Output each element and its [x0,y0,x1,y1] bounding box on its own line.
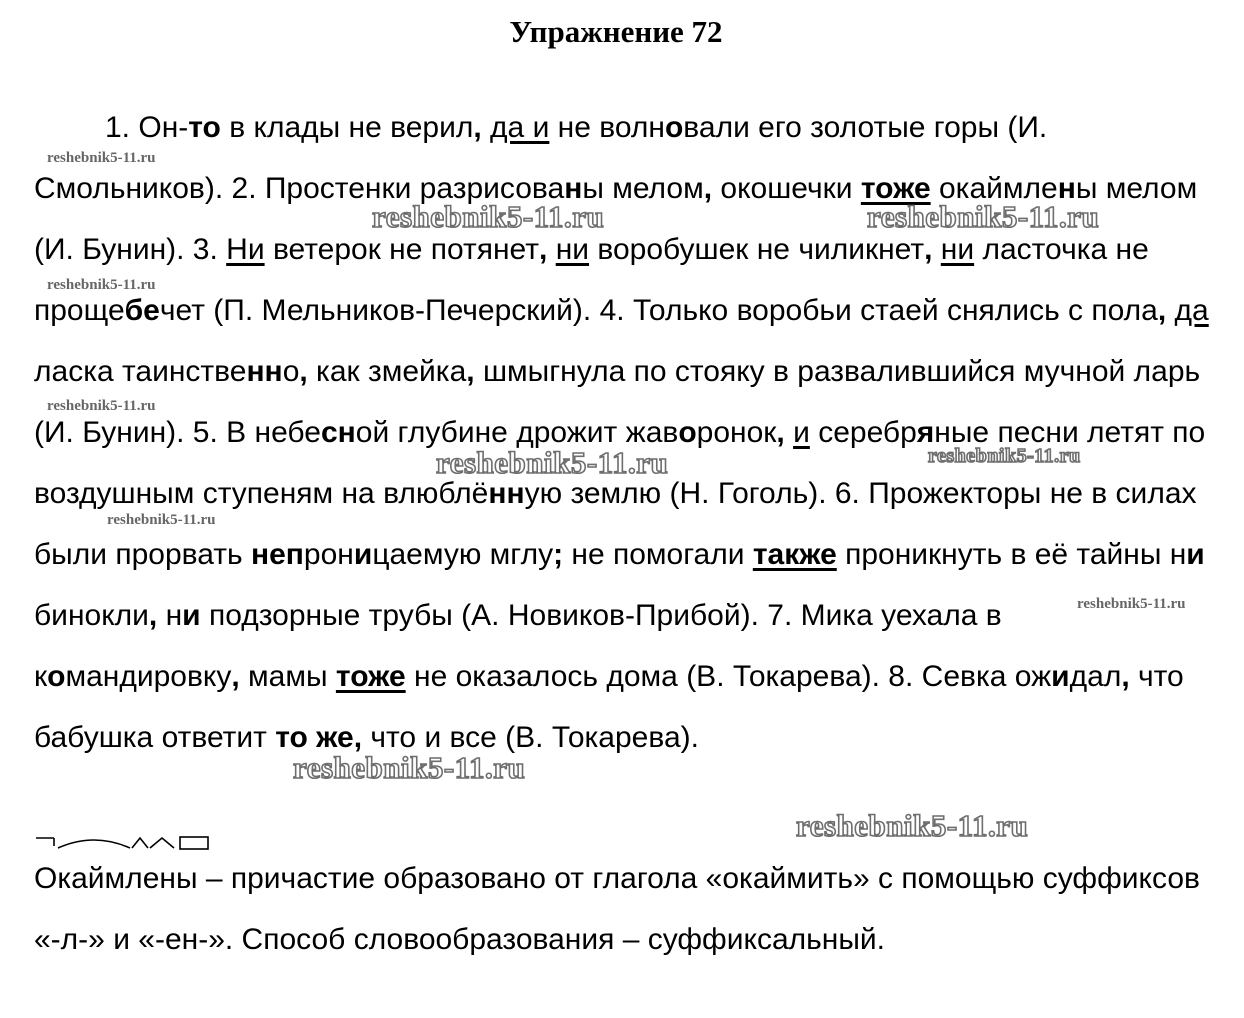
text-run: шмыгнула по стояку в развалившийся мучной ларь (И. Бунин). 5. В небе [34,355,1201,449]
bold-comma: , [1121,660,1130,693]
watermark-logo: reshebnik5-11.ru [293,750,526,785]
text-run [482,111,490,144]
underlined-conjunction: и [793,416,810,449]
text-run: н [157,599,183,632]
watermark-logo: reshebnik5-11.ru [796,808,1029,843]
underlined-conjunction: да [1174,294,1209,327]
text-run: окошечки [712,172,861,205]
text-run: цаемую мглу [372,538,554,571]
text-run: ы мелом (И. Бунин). 3. [34,172,1198,266]
word-analysis [34,848,1214,970]
text-run [785,416,793,449]
text-run: как змейка [307,355,467,388]
text-run: не оказалось дома (В. Токарева). 8. Севка ож [405,660,1052,693]
root-mark [58,840,130,848]
text-run: ные песни летят по воздушным ступеням на влюблё [34,416,1206,510]
bold-comma: , [231,660,240,693]
bold-letter: нн [488,477,525,510]
watermark-logo: reshebnik5-11.ru [928,445,1081,467]
text-run: чет (П. Мельников-Печерский). 4. Только воробьи стаей снялись с пола [159,294,1158,327]
underlined-conjunction: Ни [226,233,265,266]
text-run: мандировку [65,660,232,693]
bold-comma: , [148,599,158,632]
text-run: подзорные трубы (А. Новиков-Прибой). 7. Мика уехала в к [34,599,1002,693]
text-run: что и все (В. Токарева). [362,721,699,754]
watermark-logo: reshebnik5-11.ru [1077,596,1186,612]
bold-letter: неп [250,538,304,571]
underlined-conjunction: да и [490,111,550,144]
bold-letter: о [664,111,684,144]
bold-comma: , [924,233,933,266]
text-run: дал [1069,660,1122,693]
underlined-conjunction: ни [940,233,975,266]
bold-comma: , [1157,294,1167,327]
bold-letter: и [1051,660,1070,693]
watermark-logo: reshebnik5-11.ru [107,512,216,528]
text-run: ласка таинстве [34,355,247,388]
bold-word: то же [275,721,354,754]
bold-underlined-word: также [752,538,837,571]
bold-letter: и [1186,538,1205,571]
bold-comma: , [299,355,308,388]
watermark-logo: reshebnik5-11.ru [867,199,1100,234]
suffix-mark [132,838,148,848]
bold-comma: , [539,233,548,266]
underlined-conjunction: ни [555,233,590,266]
bold-particle: то [188,111,221,144]
bold-letter: нн [246,355,283,388]
bold-underlined-word: тоже [860,172,931,205]
bold-letter: и [182,599,201,632]
text-run: не волн [549,111,665,144]
analysis-text: – причастие образовано от глагола «окаймить» с помощью суффиксов «-л-» и «-ен-». Способ словообразования – суффиксальный. [34,862,1200,956]
exercise-text [34,97,1214,768]
bold-comma: , [466,355,475,388]
watermark-logo: reshebnik5-11.ru [436,445,669,480]
text-run: рон [303,538,354,571]
suffix-mark [150,838,174,848]
bold-comma: , [473,111,482,144]
text-run [932,233,940,266]
bold-letter: н [1057,172,1076,205]
bold-comma: , [776,416,785,449]
bold-letter: о [47,660,66,693]
watermark-logo: reshebnik5-11.ru [47,150,156,166]
text-run: не помогали [563,538,753,571]
bold-letter: и [353,538,373,571]
morpheme-marks [34,836,209,850]
watermark-logo: reshebnik5-11.ru [47,277,156,293]
ending-mark [180,837,208,849]
text-run: ронок [696,416,777,449]
text-run: вали его золотые горы (И. Смольников). 2. Простенки разрисова [34,111,1048,205]
text-run: в клады не верил [220,111,474,144]
watermark-logo: reshebnik5-11.ru [372,199,605,234]
bold-letter: сн [320,416,356,449]
text-run: что бабушка ответит [34,660,1184,754]
bold-letter: я [916,416,935,449]
bold-comma: , [703,172,713,205]
text-run: 1. Он- [105,111,189,144]
text-run: мамы [239,660,336,693]
text-run [1166,294,1174,327]
text-run: ветерок не потянет [264,233,539,266]
text-run: бинокли [34,599,149,632]
bold-letter: бе [124,294,160,327]
text-run: проникнуть в её тайны н [836,538,1187,571]
exercise-paragraph [34,97,1214,768]
text-run: ой глубине дрожит жав [355,416,679,449]
text-run: серебр [809,416,917,449]
bold-letter: о [678,416,697,449]
text-run: ую землю (Н. Гоголь). 6. Прожекторы не в силах были прорвать [34,477,1197,571]
bold-underlined-word: тоже [335,660,406,693]
text-run [547,233,555,266]
morpheme-word [34,848,198,909]
bold-semicolon: ; [553,538,564,571]
text-run: ы мелом [582,172,704,205]
text-run: ласточка не проще [34,233,1149,327]
analyzed-word: Окаймлены [34,862,198,895]
bold-comma: , [353,721,363,754]
text-run: окаймле [930,172,1058,205]
text-run: воробушек не чиликнет [589,233,925,266]
page-title: Упражнение 72 [509,14,723,49]
bold-letter: н [564,172,583,205]
watermark-logo: reshebnik5-11.ru [47,398,156,414]
text-run: о [282,355,300,388]
